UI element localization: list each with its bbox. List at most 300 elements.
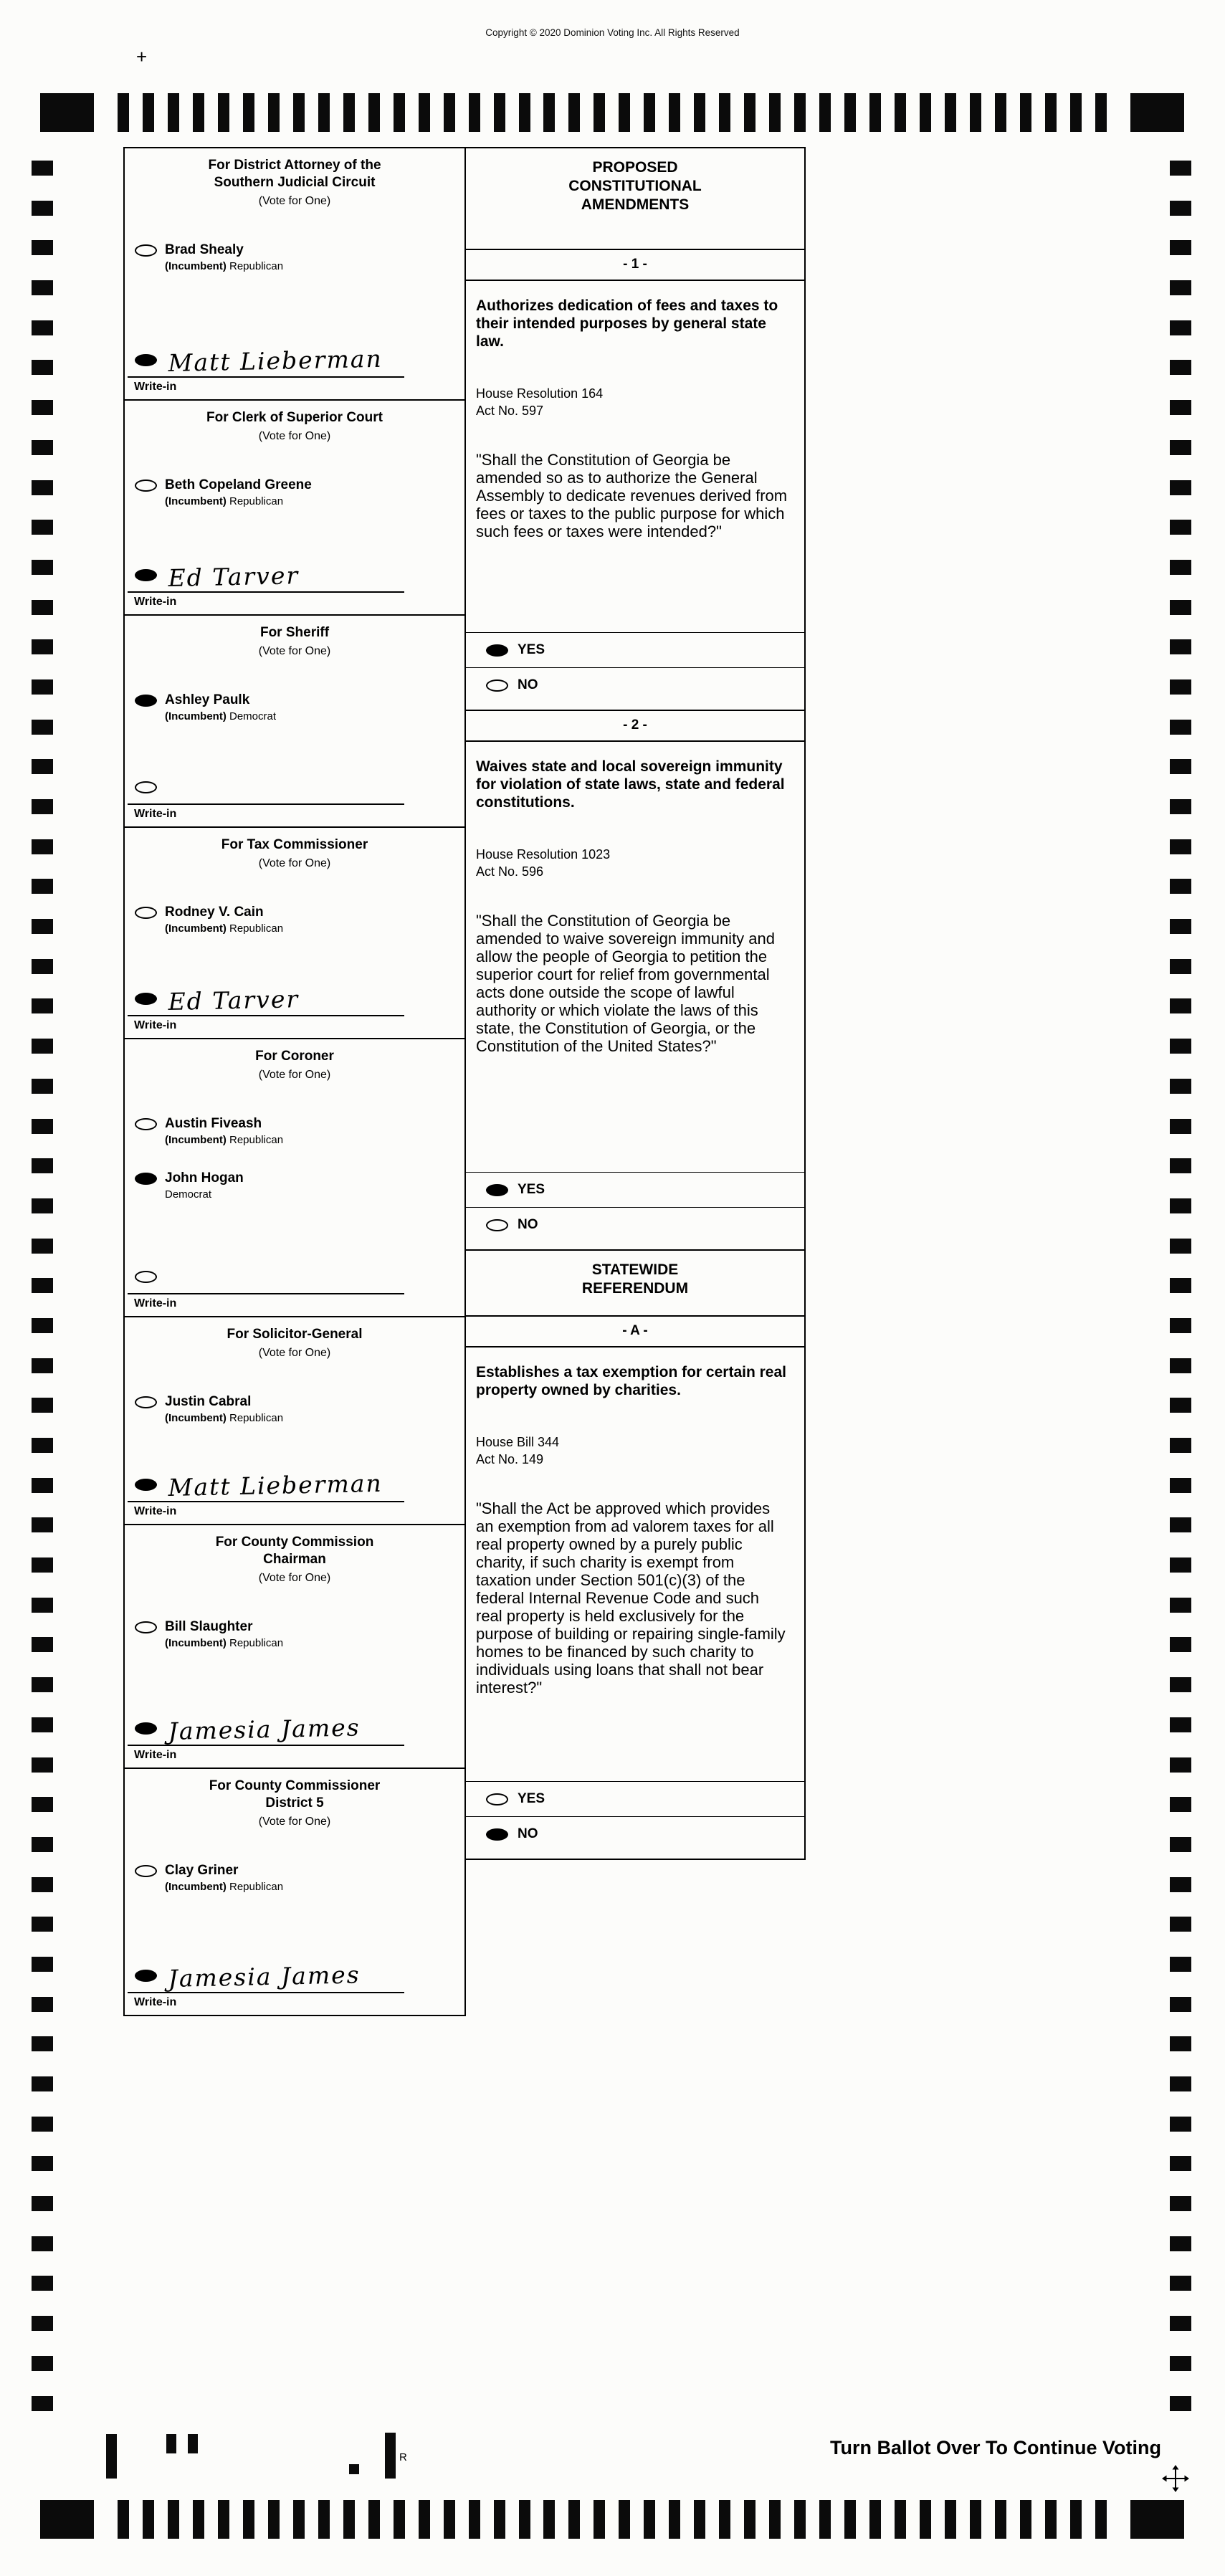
timing-bar — [945, 2500, 956, 2539]
timing-bar — [368, 93, 380, 132]
timing-tick — [32, 1637, 53, 1652]
timing-tick — [32, 1119, 53, 1134]
filled-oval[interactable] — [486, 644, 508, 657]
timing-bar — [394, 2500, 405, 2539]
empty-oval[interactable] — [486, 679, 508, 692]
incumbent-label: (Incumbent) — [165, 1412, 229, 1424]
measure-question: "Shall the Constitution of Georgia be amended to waive sovereign immunity and allow the people of Georgia to petition the superior court for relief from governmental acts done outside the scope of lawful authority or which violate the laws of this state, the Constitution of Georgia, or the Constitution of the United States?" — [476, 912, 776, 1055]
timing-tick — [32, 1198, 53, 1213]
write-in-row[interactable] — [125, 982, 464, 1015]
candidate-info — [165, 1170, 244, 1201]
timing-tick — [1170, 799, 1191, 814]
calibration-mark — [166, 2434, 176, 2453]
measure-question: "Shall the Act be approved which provides an exemption from ad valorem taxes for all real property owned by a purely public charity, if such charity is exempt from taxation under Section 501(c)(3) of the federal Internal Revenue Code and such real property is held exclusively for the purpose of building or repairing single-family homes to be financed by such charity to individuals using loans that shall not bear interest?" — [476, 1499, 786, 1697]
timing-tick — [32, 1677, 53, 1692]
write-in-row[interactable] — [125, 1959, 464, 1992]
contest-title-line: For Coroner — [255, 1049, 334, 1064]
timing-bar — [193, 93, 204, 132]
candidate-name: John Hogan — [165, 1170, 244, 1186]
timing-tick — [1170, 2036, 1191, 2051]
timing-tick — [1170, 1717, 1191, 1732]
candidate-name: Brad Shealy — [165, 242, 244, 257]
timing-tick — [32, 2036, 53, 2051]
timing-bar — [519, 2500, 530, 2539]
candidate-party: (Incumbent) Republican — [165, 1412, 284, 1424]
timing-bar — [945, 93, 956, 132]
measure-reference-line: House Bill 344 — [476, 1435, 560, 1449]
choice-no[interactable] — [466, 1207, 804, 1242]
timing-tick — [1170, 1797, 1191, 1812]
measure-reference-line: Act No. 149 — [476, 1452, 544, 1466]
timing-tick — [32, 161, 53, 176]
timing-tick — [32, 280, 53, 295]
write-in-handwriting: Jamesia James — [168, 1960, 361, 1993]
timing-bar — [543, 2500, 555, 2539]
timing-tick — [1170, 1398, 1191, 1413]
timing-tick — [1170, 1039, 1191, 1054]
timing-tick — [32, 1318, 53, 1333]
empty-oval[interactable] — [135, 480, 157, 492]
choice-label: NO — [518, 677, 538, 692]
candidate-party: (Incumbent) Republican — [165, 1881, 284, 1893]
filled-oval[interactable] — [135, 569, 157, 581]
candidate-name: Bill Slaughter — [165, 1619, 253, 1634]
timing-tick — [32, 839, 53, 854]
contest-for-county-commissioner — [125, 1768, 464, 2015]
candidate-option[interactable] — [125, 905, 464, 935]
timing-bar — [1020, 93, 1031, 132]
timing-tick — [1170, 2117, 1191, 2132]
incumbent-label: (Incumbent) — [165, 260, 229, 272]
measure-reference-line: House Resolution 164 — [476, 386, 604, 401]
candidate-info — [165, 1863, 283, 1893]
incumbent-label: (Incumbent) — [165, 710, 229, 722]
write-in-option[interactable] — [125, 1241, 464, 1310]
measure-references — [476, 385, 788, 419]
timing-tick — [1170, 1957, 1191, 1972]
timing-bar — [419, 2500, 430, 2539]
registration-plus-mark: + — [136, 46, 148, 67]
timing-bar — [869, 93, 881, 132]
contest-title-line: For Tax Commissioner — [221, 837, 368, 852]
timing-bar — [293, 2500, 305, 2539]
write-in-row[interactable] — [125, 1712, 464, 1745]
filled-oval[interactable] — [135, 1722, 157, 1735]
timing-corner-block — [40, 93, 94, 132]
timing-bar — [469, 93, 480, 132]
ballot-measure-A — [466, 1315, 804, 1859]
timing-tick — [32, 1517, 53, 1532]
timing-bar — [1095, 93, 1107, 132]
write-in-line[interactable] — [128, 1293, 404, 1294]
timing-tick — [32, 2076, 53, 2091]
filled-oval[interactable] — [135, 1173, 157, 1185]
timing-bar — [895, 93, 906, 132]
contests-column — [123, 147, 466, 2016]
timing-bar — [343, 2500, 355, 2539]
write-in-handwriting: Ed Tarver — [168, 985, 300, 1016]
timing-tick — [1170, 2236, 1191, 2251]
vote-for-instruction: (Vote for One) — [258, 857, 331, 869]
candidate-option[interactable] — [125, 477, 464, 507]
timing-bar — [719, 2500, 730, 2539]
timing-bar — [794, 2500, 806, 2539]
write-in-option[interactable] — [125, 1940, 464, 2009]
write-in-option[interactable] — [125, 325, 464, 393]
contest-title-line: For County Commission — [215, 1535, 374, 1550]
empty-oval[interactable] — [135, 1396, 157, 1408]
choice-no[interactable] — [466, 667, 804, 702]
vote-for-instruction: (Vote for One) — [258, 195, 331, 207]
timing-bar — [143, 93, 154, 132]
candidate-info — [165, 1394, 283, 1424]
filled-oval[interactable] — [135, 354, 157, 366]
write-in-handwriting: Matt Lieberman — [168, 344, 383, 377]
timing-tick — [1170, 839, 1191, 854]
choice-label: NO — [518, 1217, 538, 1232]
timing-tick — [1170, 1278, 1191, 1293]
timing-bar — [168, 2500, 179, 2539]
filled-oval[interactable] — [135, 993, 157, 1005]
timing-bar — [118, 2500, 129, 2539]
candidate-option[interactable] — [125, 1116, 464, 1146]
candidate-party: (Incumbent) Republican — [165, 495, 284, 507]
timing-bar — [744, 93, 756, 132]
timing-bar — [794, 93, 806, 132]
contest-for-clerk-of-superior-court — [125, 399, 464, 614]
timing-tick — [32, 360, 53, 375]
empty-oval[interactable] — [486, 1219, 508, 1231]
contest-title-line: For District Attorney of the — [208, 158, 381, 173]
timing-tick — [1170, 1997, 1191, 2012]
timing-bar — [769, 2500, 781, 2539]
write-in-row[interactable] — [125, 1260, 464, 1293]
contest-for-solicitor-general — [125, 1316, 464, 1524]
candidate-option[interactable] — [125, 692, 464, 722]
vote-for-instruction: (Vote for One) — [258, 645, 331, 657]
choice-yes[interactable] — [466, 633, 804, 667]
timing-bar — [394, 93, 405, 132]
candidate-name: Beth Copeland Greene — [165, 477, 312, 492]
timing-corner-block — [1130, 2500, 1184, 2539]
write-in-label: Write-in — [134, 381, 177, 393]
vote-for-instruction: (Vote for One) — [258, 1572, 331, 1584]
timing-tick — [32, 440, 53, 455]
timing-tick — [32, 2117, 53, 2132]
timing-bar — [920, 2500, 931, 2539]
timing-tick — [1170, 480, 1191, 495]
timing-bar — [819, 2500, 831, 2539]
measures-section-header — [466, 148, 804, 249]
timing-tick — [1170, 720, 1191, 735]
timing-tick — [1170, 560, 1191, 575]
timing-tick — [32, 2316, 53, 2331]
timing-tick — [1170, 2196, 1191, 2211]
timing-tick — [32, 1358, 53, 1373]
timing-bar — [218, 93, 229, 132]
vote-for-instruction: (Vote for One) — [258, 430, 331, 442]
timing-tick — [1170, 400, 1191, 415]
filled-oval[interactable] — [486, 1184, 508, 1196]
section-header-line: CONSTITUTIONAL — [568, 178, 702, 194]
timing-bar — [970, 93, 981, 132]
timing-tick — [1170, 280, 1191, 295]
timing-bar — [1045, 93, 1057, 132]
timing-tick — [1170, 600, 1191, 615]
timing-bar — [895, 2500, 906, 2539]
candidate-party: (Incumbent) Democrat — [165, 710, 277, 722]
write-in-handwriting: Jamesia James — [168, 1713, 361, 1745]
measure-question: "Shall the Constitution of Georgia be amended so as to authorize the General Assembly to dedicate revenues derived from fees or taxes to the public purpose for which such fees or taxes were intended?" — [476, 451, 788, 540]
calibration-mark — [385, 2433, 396, 2479]
write-in-label: Write-in — [134, 1505, 177, 1517]
timing-bar — [769, 93, 781, 132]
timing-tick — [1170, 2396, 1191, 2411]
candidate-option[interactable] — [125, 1863, 464, 1893]
measure-references — [476, 846, 788, 880]
measure-choices — [466, 1172, 804, 1242]
write-in-option[interactable] — [125, 1449, 464, 1518]
timing-tick — [1170, 2276, 1191, 2291]
timing-tick — [1170, 1917, 1191, 1932]
section-header-line: AMENDMENTS — [581, 196, 690, 213]
timing-tick — [32, 240, 53, 255]
measure-reference-line: Act No. 597 — [476, 404, 544, 418]
timing-bar — [844, 2500, 856, 2539]
timing-tick — [1170, 1198, 1191, 1213]
empty-oval[interactable] — [486, 1793, 508, 1805]
write-in-option[interactable] — [125, 963, 464, 1032]
timing-bar — [343, 93, 355, 132]
contest-title-line: For Clerk of Superior Court — [206, 410, 383, 425]
timing-tick — [32, 759, 53, 774]
filled-oval[interactable] — [486, 1828, 508, 1841]
candidate-party: (Incumbent) Republican — [165, 1134, 284, 1146]
timing-bar — [719, 93, 730, 132]
write-in-row[interactable] — [125, 1468, 464, 1501]
write-in-row[interactable] — [125, 558, 464, 591]
candidate-party: Democrat — [165, 1188, 212, 1201]
timing-tick — [32, 1398, 53, 1413]
contest-title — [125, 835, 464, 854]
write-in-handwriting: Matt Lieberman — [168, 1469, 383, 1502]
write-in-label: Write-in — [134, 1996, 177, 2008]
section-header-line: PROPOSED — [592, 159, 678, 176]
measure-summary: Authorizes dedication of fees and taxes to their intended purposes by general state law. — [476, 297, 778, 350]
timing-bar — [543, 93, 555, 132]
timing-tick — [1170, 320, 1191, 335]
timing-tick — [32, 1039, 53, 1054]
timing-bar — [819, 93, 831, 132]
candidate-name: Clay Griner — [165, 1863, 239, 1878]
empty-oval[interactable] — [135, 781, 157, 793]
timing-bar — [318, 93, 330, 132]
empty-oval[interactable] — [135, 1271, 157, 1283]
timing-bar — [644, 93, 655, 132]
timing-bar — [744, 2500, 756, 2539]
timing-bar — [444, 2500, 455, 2539]
timing-tick — [1170, 959, 1191, 974]
ballot-measure-1 — [466, 249, 804, 710]
measures-section-header — [466, 1249, 804, 1315]
calibration-mark — [106, 2434, 117, 2479]
timing-tick — [32, 1797, 53, 1812]
timing-tick — [1170, 201, 1191, 216]
candidate-info — [165, 692, 276, 722]
candidate-party: (Incumbent) Republican — [165, 922, 284, 935]
contest-for-county-commission — [125, 1524, 464, 1768]
timing-tick — [1170, 1318, 1191, 1333]
timing-bar — [694, 93, 705, 132]
timing-tick — [1170, 1598, 1191, 1613]
candidate-name: Ashley Paulk — [165, 692, 250, 707]
timing-bar — [118, 93, 129, 132]
timing-tick — [32, 998, 53, 1013]
candidate-option[interactable] — [125, 1394, 464, 1424]
timing-tick — [1170, 360, 1191, 375]
timing-tick — [1170, 1158, 1191, 1173]
timing-tick — [32, 1278, 53, 1293]
contest-for-district-attorney-of-the — [125, 148, 464, 399]
candidate-option[interactable] — [125, 1170, 464, 1201]
timing-tick — [32, 639, 53, 654]
timing-bar — [594, 93, 605, 132]
timing-tick — [32, 720, 53, 735]
timing-tick — [1170, 1079, 1191, 1094]
candidate-info — [165, 242, 283, 272]
timing-tick — [1170, 879, 1191, 894]
write-in-handwriting: Ed Tarver — [168, 561, 300, 592]
incumbent-label: (Incumbent) — [165, 922, 229, 935]
calibration-mark — [188, 2434, 198, 2453]
timing-tick — [32, 799, 53, 814]
contest-title — [125, 1046, 464, 1065]
write-in-label: Write-in — [134, 808, 177, 820]
empty-oval[interactable] — [135, 244, 157, 257]
timing-bar — [594, 2500, 605, 2539]
candidate-name: Justin Cabral — [165, 1394, 252, 1409]
timing-tick — [32, 1997, 53, 2012]
section-header-line: REFERENDUM — [581, 1280, 689, 1297]
contest-title — [125, 623, 464, 641]
timing-tick — [32, 600, 53, 615]
timing-tick — [1170, 240, 1191, 255]
candidate-option[interactable] — [125, 242, 464, 272]
section-header-line: STATEWIDE — [591, 1261, 679, 1278]
vote-for-instruction: (Vote for One) — [258, 1347, 331, 1359]
timing-marks-bottom — [40, 2500, 1184, 2539]
timing-bar — [920, 93, 931, 132]
filled-oval[interactable] — [135, 695, 157, 707]
empty-oval[interactable] — [135, 1621, 157, 1633]
measure-reference-line: House Resolution 1023 — [476, 847, 611, 862]
timing-tick — [1170, 2076, 1191, 2091]
timing-bar — [419, 93, 430, 132]
timing-bar — [1095, 2500, 1107, 2539]
timing-tick — [32, 1438, 53, 1453]
timing-bar — [268, 2500, 280, 2539]
timing-tick — [32, 1837, 53, 1852]
measure-choices — [466, 632, 804, 702]
timing-bar — [970, 2500, 981, 2539]
timing-tick — [32, 201, 53, 216]
contest-for-coroner — [125, 1038, 464, 1316]
choice-yes[interactable] — [466, 1173, 804, 1207]
timing-tick — [1170, 759, 1191, 774]
timing-tick — [32, 1239, 53, 1254]
contest-title-line: Chairman — [263, 1552, 326, 1567]
empty-oval[interactable] — [135, 907, 157, 919]
timing-bar — [494, 93, 505, 132]
write-in-row[interactable] — [125, 771, 464, 803]
incumbent-label: (Incumbent) — [165, 1637, 229, 1649]
timing-tick — [1170, 1358, 1191, 1373]
empty-oval[interactable] — [135, 1865, 157, 1877]
timing-bar — [995, 2500, 1006, 2539]
filled-oval[interactable] — [135, 1970, 157, 1982]
timing-tick — [32, 1478, 53, 1493]
timing-tick — [32, 919, 53, 934]
contest-title — [125, 1532, 464, 1568]
ballot-measure-2 — [466, 710, 804, 1249]
timing-tick — [1170, 1119, 1191, 1134]
timing-tick — [32, 320, 53, 335]
timing-tick — [32, 1717, 53, 1732]
timing-bar — [694, 2500, 705, 2539]
timing-tick — [32, 480, 53, 495]
timing-tick — [1170, 520, 1191, 535]
timing-marks-right — [1170, 161, 1191, 2411]
contest-title — [125, 1325, 464, 1343]
timing-bar — [619, 93, 630, 132]
write-in-option[interactable] — [125, 1693, 464, 1762]
timing-tick — [1170, 1239, 1191, 1254]
timing-tick — [1170, 1837, 1191, 1852]
crosshair-registration-icon — [1161, 2464, 1190, 2493]
write-in-option[interactable] — [125, 752, 464, 821]
measure-number: - 1 - — [466, 250, 804, 281]
r-registration-mark: R — [399, 2451, 407, 2463]
copyright-text: Copyright © 2020 Dominion Voting Inc. All Rights Reserved — [485, 27, 740, 38]
measures-column — [464, 147, 806, 1860]
timing-tick — [1170, 679, 1191, 695]
timing-tick — [32, 1917, 53, 1932]
timing-bar — [243, 2500, 254, 2539]
choice-yes[interactable] — [466, 1782, 804, 1816]
measure-references — [476, 1434, 788, 1468]
timing-tick — [32, 1079, 53, 1094]
candidate-option[interactable] — [125, 1619, 464, 1649]
write-in-option[interactable] — [125, 540, 464, 609]
timing-tick — [1170, 1478, 1191, 1493]
write-in-label: Write-in — [134, 596, 177, 608]
write-in-row[interactable] — [125, 343, 464, 376]
choice-no[interactable] — [466, 1816, 804, 1851]
vote-for-instruction: (Vote for One) — [258, 1816, 331, 1828]
contest-title — [125, 156, 464, 191]
contest-title — [125, 1776, 464, 1812]
timing-tick — [1170, 1557, 1191, 1573]
candidate-party: (Incumbent) Republican — [165, 1637, 284, 1649]
incumbent-label: (Incumbent) — [165, 1134, 229, 1146]
write-in-line[interactable] — [128, 803, 404, 805]
filled-oval[interactable] — [135, 1479, 157, 1491]
timing-tick — [1170, 639, 1191, 654]
timing-bar — [1020, 2500, 1031, 2539]
empty-oval[interactable] — [135, 1118, 157, 1130]
timing-marks-left — [32, 161, 53, 2411]
candidate-name: Rodney V. Cain — [165, 905, 264, 920]
